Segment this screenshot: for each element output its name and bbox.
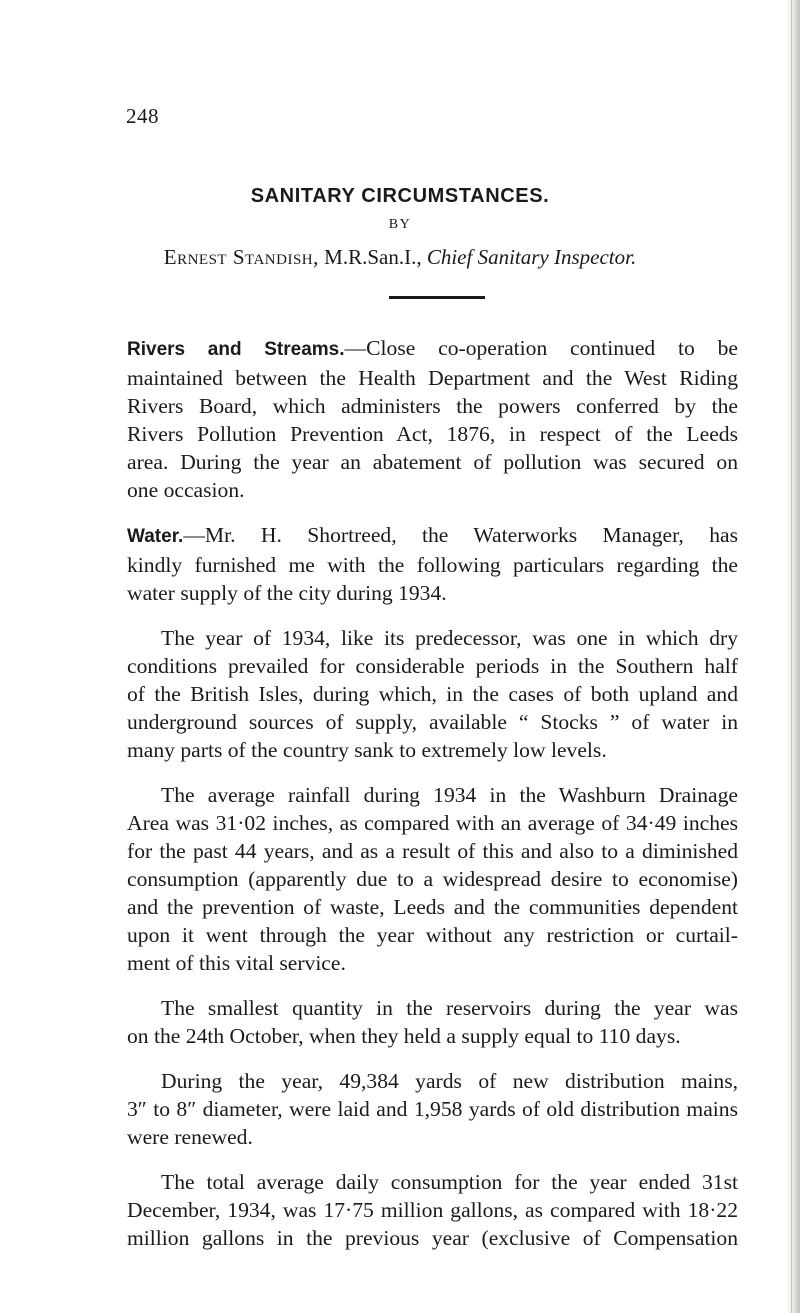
line-text: —Mr. H. Shortreed, the Waterworks Manager, has	[183, 523, 738, 547]
paragraph-rivers-and-streams	[127, 334, 738, 504]
line: many parts of the country sank to extremely low levels.	[127, 738, 607, 762]
line: Area was 31·02 inches, as compared with an average of 34·49 inches	[127, 811, 738, 835]
page-title: SANITARY CIRCUMSTANCES.	[250, 185, 550, 207]
paragraph-water	[127, 521, 738, 607]
line: kindly furnished me with the following particulars regarding the	[127, 553, 738, 577]
line: December, 1934, was 17·75 million gallons, as compared with 18·22	[127, 1198, 738, 1222]
author-qualification: M.R.San.I.,	[324, 245, 422, 269]
line: maintained between the Health Department and the West Riding	[127, 366, 738, 390]
line: of the British Isles, during which, in the cases of both upland and	[127, 682, 738, 706]
line: The smallest quantity in the reservoirs during the year was	[161, 996, 738, 1020]
line: million gallons in the previous year (exclusive of Compensation	[127, 1226, 738, 1250]
author-role: Chief Sanitary Inspector.	[426, 245, 637, 269]
line: ment of this vital service.	[127, 951, 346, 975]
paragraph-mains	[127, 1067, 738, 1151]
line: area. During the year an abatement of pollution was secured on	[127, 450, 738, 474]
line: The total average daily consumption for the year ended 31st	[161, 1170, 738, 1194]
line	[127, 521, 738, 551]
line: on the 24th October, when they held a supply equal to 110 days.	[127, 1024, 681, 1048]
author-line	[0, 245, 800, 270]
paragraph-dry-conditions	[127, 624, 738, 764]
section-heading-water: Water.	[127, 526, 184, 547]
line: The average rainfall during 1934 in the Washburn Drainage	[161, 783, 738, 807]
line: water supply of the city during 1934.	[127, 581, 447, 605]
body-text	[127, 334, 738, 1269]
line: 3″ to 8″ diameter, were laid and 1,958 yards of old distribution mains	[127, 1097, 738, 1121]
author-name: Ernest Standish,	[163, 245, 319, 269]
section-heading-rivers: Rivers and Streams.	[127, 339, 345, 360]
line: underground sources of supply, available “ Stocks ” of water in	[127, 710, 738, 734]
byline-by: BY	[388, 217, 412, 232]
line-text: —Close co-operation continued to be	[344, 336, 738, 360]
line: conditions prevailed for considerable periods in the Southern half	[127, 654, 738, 678]
paragraph-rainfall	[127, 781, 738, 977]
line: consumption (apparently due to a widespread desire to economise)	[127, 867, 738, 891]
page-number: 248	[126, 104, 159, 128]
line: The year of 1934, like its predecessor, was one in which dry	[161, 626, 738, 650]
line: Rivers Pollution Prevention Act, 1876, in respect of the Leeds	[127, 422, 738, 446]
line: During the year, 49,384 yards of new distribution mains,	[161, 1069, 738, 1093]
line: for the past 44 years, and as a result of this and also to a diminished	[127, 839, 738, 863]
paragraph-reservoirs	[127, 994, 738, 1050]
line: upon it went through the year without any restriction or curtail-	[127, 923, 738, 947]
line: were renewed.	[127, 1125, 253, 1149]
line	[127, 334, 738, 364]
line: Rivers Board, which administers the powers conferred by the	[127, 394, 738, 418]
line: and the prevention of waste, Leeds and the communities dependent	[127, 895, 738, 919]
paragraph-consumption	[127, 1168, 738, 1252]
line: one occasion.	[127, 478, 245, 502]
title-divider	[389, 296, 485, 299]
